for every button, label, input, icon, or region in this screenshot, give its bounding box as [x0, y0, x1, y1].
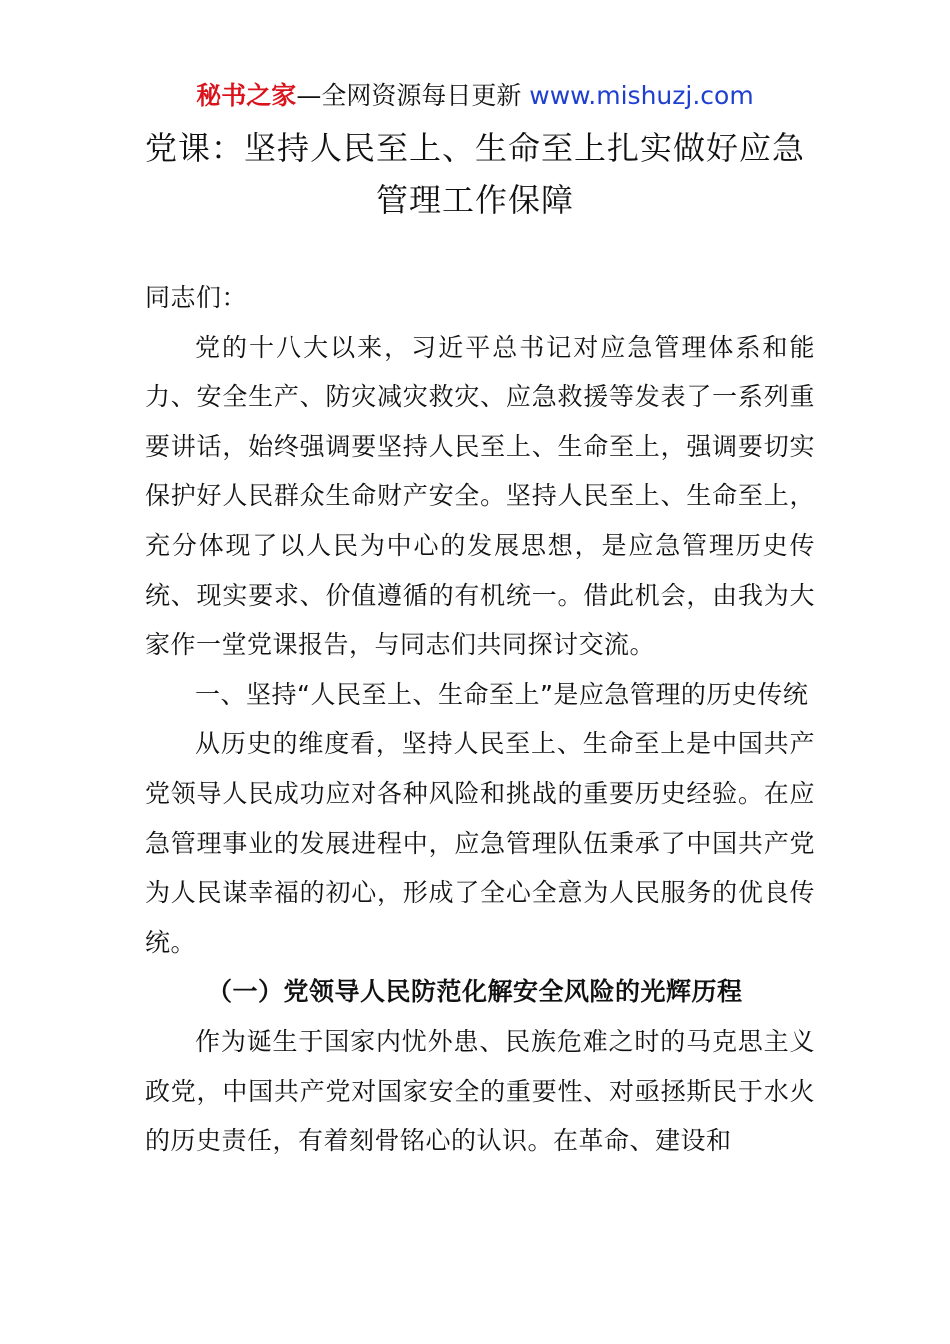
title-line-2: 管理工作保障: [375, 181, 574, 219]
document-title: [0, 122, 950, 226]
section-heading-1: 一、坚持“人民至上、生命至上”是应急管理的历史传统: [195, 679, 809, 709]
site-brand: 秘书之家: [196, 81, 297, 110]
site-header: [0, 80, 950, 112]
paragraph-party-history: 作为诞生于国家内忧外患、民族危难之时的马克思主义政党，中国共产党对国家安全的重要性、对亟拯斯民于水火的历史责任，有着刻骨铭心的认识。在革命、建设和: [145, 1026, 815, 1156]
document-body: [145, 273, 815, 1166]
paragraph-history: 从历史的维度看，坚持人民至上、生命至上是中国共产党领导人民成功应对各种风险和挑战的重要历史经验。在应急管理事业的发展进程中，应急管理队伍秉承了中国共产党为人民谋幸福的初心，形成了全心全意为人民服务的优良传统。: [145, 729, 815, 957]
paragraph-intro: 党的十八大以来，习近平总书记对应急管理体系和能力、安全生产、防灾减灾救灾、应急救援等发表了一系列重要讲话，始终强调要坚持人民至上、生命至上，强调要切实保护好人民群众生命财产安全。坚持人民至上、生命至上，充分体现了以人民为中心的发展思想，是应急管理历史传统、现实要求、价值遵循的有机统一。借此机会，由我为大家作一堂党课报告，与同志们共同探讨交流。: [145, 332, 815, 660]
site-tagline: —全网资源每日更新: [296, 81, 530, 110]
title-line-1: 党课：坚持人民至上、生命至上扎实做好应急: [144, 129, 805, 167]
subsection-heading-1: （一）党领导人民防范化解安全风险的光辉历程: [207, 977, 743, 1007]
site-url-link[interactable]: www.mishuzj.com: [529, 81, 754, 110]
salutation: 同志们：: [145, 283, 248, 312]
